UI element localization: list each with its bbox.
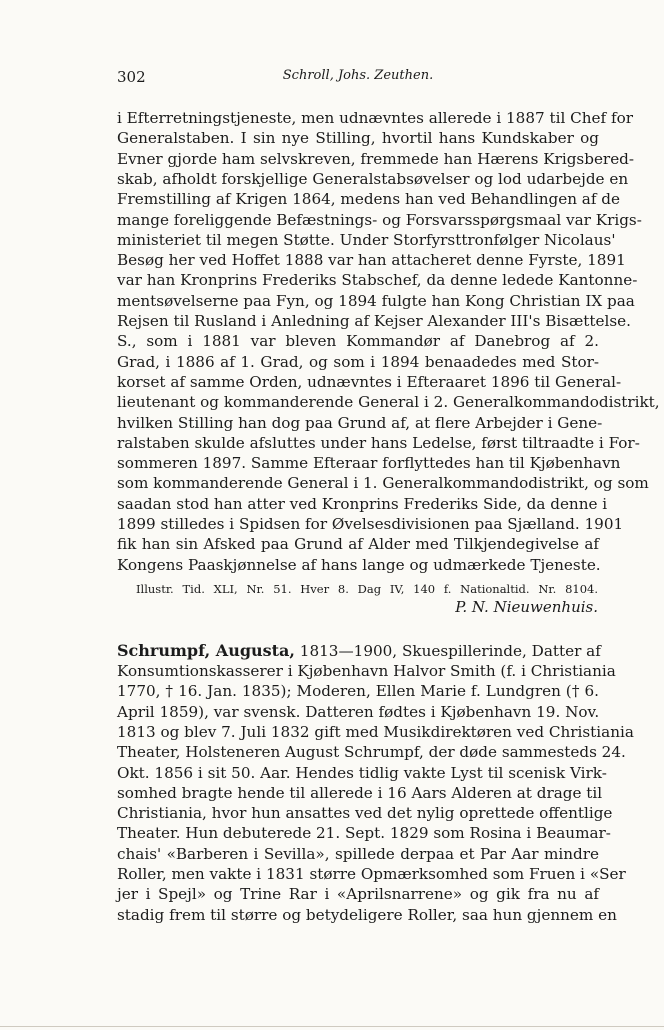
text-line: som kommanderende General i 1. Generalkommandodistrikt, og som	[117, 474, 649, 493]
article-author: P. N. Nieuwenhuis.	[455, 598, 598, 616]
text-line: Fremstilling af Krigen 1864, medens han ved Behandlingen af de	[117, 190, 621, 209]
headword: Schrumpf, Augusta,	[117, 641, 295, 660]
text-line: jer i Spejl» og Trine Rar i «Aprilsnarrene» og gik fra nu af	[117, 885, 599, 904]
text-line: hvilken Stilling han dog paa Grund af, at flere Arbejder i Gene-	[117, 413, 603, 432]
text-line: skab, afholdt forskjellige Generalstabsøvelser og lod udarbejde en	[117, 169, 629, 188]
page-header	[117, 68, 599, 90]
text-line: Evner gjorde ham selvskreven, fremmede han Hærens Krigsbered-	[117, 149, 635, 168]
text-line: saadan stod han atter ved Kronprins Frederiks Side, da denne i	[117, 494, 608, 513]
page-number: 302	[117, 68, 146, 86]
first-line-text: 1813—1900, Skuespillerinde, Datter af	[294, 642, 601, 660]
text-line: Christiania, hvor hun ansattes ved det nylig oprettede offentlige	[117, 804, 613, 823]
text-line: somhed bragte hende til allerede i 16 Aars Alderen at drage til	[117, 783, 603, 802]
text-line: korset af samme Orden, udnævntes i Efteraaret 1896 til General-	[117, 372, 622, 391]
text-line: Konsumtionskasserer i Kjøbenhavn Halvor Smith (f. i Christiania	[117, 662, 616, 680]
page-bottom-rule	[0, 1026, 664, 1027]
text-line: lieutenant og kommanderende General i 2. Generalkommandodistrikt,	[117, 393, 660, 412]
bibliographic-reference: Illustr. Tid. XLI, Nr. 51. Hver 8. Dag IV, 140 f. Nationaltid. Nr. 8104.	[136, 582, 598, 596]
article-first-line	[117, 641, 599, 661]
text-line: chais' «Barberen i Sevilla», spillede derpaa et Par Aar mindre	[117, 844, 599, 863]
text-line: var han Kronprins Frederiks Stabschef, da denne ledede Kantonne-	[117, 271, 638, 290]
running-head: Schroll, Johs. Zeuthen.	[282, 68, 434, 83]
text-line: Grad, i 1886 af 1. Grad, og som i 1894 benaadedes med Stor-	[117, 352, 599, 371]
text-line: mentsøvelserne paa Fyn, og 1894 fulgte han Kong Christian IX paa	[117, 291, 635, 310]
text-line: 1770, † 16. Jan. 1835); Moderen, Ellen Marie f. Lundgren († 6.	[117, 682, 599, 701]
text-line: sommeren 1897. Samme Efteraar forflyttedes han til Kjøbenhavn	[117, 454, 621, 473]
text-line: S., som i 1881 var bleven Kommandør af Danebrog af 2.	[117, 332, 599, 351]
text-line: Theater. Hun debuterede 21. Sept. 1829 som Rosina i Beaumar-	[117, 824, 611, 843]
text-line: 1813 og blev 7. Juli 1832 gift med Musikdirektøren ved Christiania	[117, 722, 634, 741]
text-line: Besøg her ved Hoffet 1888 var han attacheret denne Fyrste, 1891	[117, 251, 626, 270]
text-line: fik han sin Afsked paa Grund af Alder med Tilkjendegivelse af	[117, 535, 599, 554]
text-line: Okt. 1856 i sit 50. Aar. Hendes tidlig vakte Lyst til scenisk Virk-	[117, 763, 607, 782]
text-line: April 1859), var svensk. Datteren fødtes i Kjøbenhavn 19. Nov.	[117, 702, 600, 721]
text-line: Generalstaben. I sin nye Stilling, hvortil hans Kundskaber og	[117, 129, 599, 148]
text-line: Theater, Holsteneren August Schrumpf, der døde sammesteds 24.	[117, 743, 626, 762]
text-line: ralstaben skulde afsluttes under hans Ledelse, først tiltraadte i For-	[117, 433, 640, 452]
text-line: Rejsen til Rusland i Anledning af Kejser Alexander III's Bisættelse.	[117, 312, 631, 330]
text-line: stadig frem til større og betydeligere Roller, saa hun gjennem en	[117, 905, 617, 924]
text-line: i Efterretningstjeneste, men udnævntes allerede i 1887 til Chef for	[117, 109, 633, 127]
text-line: ministeriet til megen Støtte. Under Storfyrsttronfølger Nicolaus'	[117, 230, 616, 249]
text-line: Roller, men vakte i 1831 større Opmærksomhed som Fruen i «Ser	[117, 865, 626, 883]
text-line: Kongens Paaskjønnelse af hans lange og udmærkede Tjeneste.	[117, 555, 601, 574]
text-line: 1899 stilledes i Spidsen for Øvelsesdivisionen paa Sjælland. 1901	[117, 515, 624, 533]
text-line: mange foreliggende Befæstnings- og Forsvarsspørgsmaal var Krigs-	[117, 210, 642, 229]
